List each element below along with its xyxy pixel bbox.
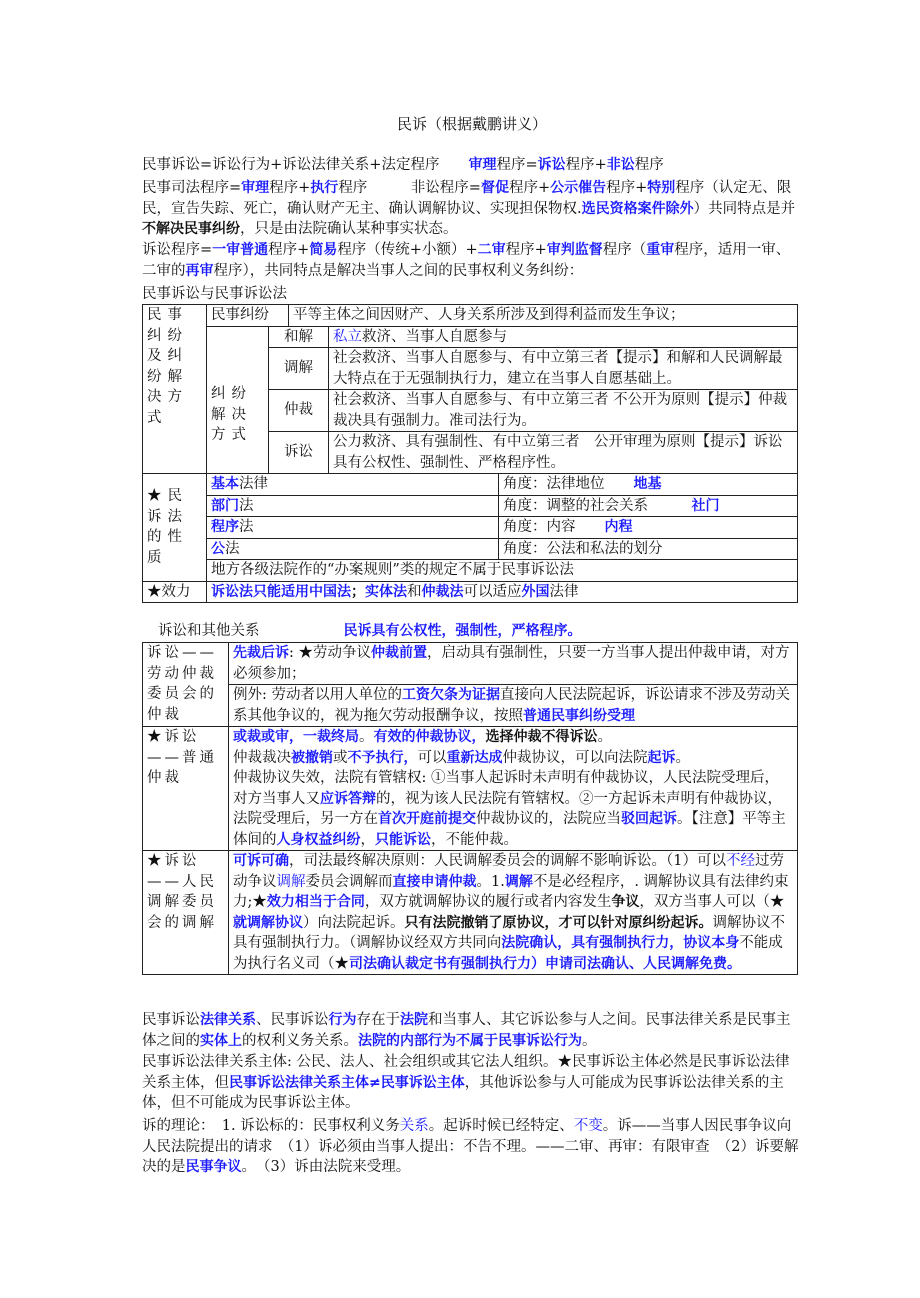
emphasis-text: 调解 [504,873,533,890]
table-row [143,727,798,851]
emphasis-text: 诉讼 [537,157,566,173]
text-run: : ★劳动争议 [289,645,371,661]
emphasis-text: 直接申请仲裁 [392,873,477,890]
text-run: ）向法院起诉。 [303,914,405,931]
method-name: 诉讼 [269,432,329,474]
emphasis-text: 实体上 [200,1032,242,1049]
emphasis-text: 特别 [647,180,676,196]
outro-paragraph-3 [142,1116,802,1178]
resolution-methods-label: 纠纷解决方式 [207,326,269,474]
method-description [329,432,798,474]
emphasis-text: 执行 [310,180,339,196]
outro-paragraph-2 [142,1052,802,1114]
text-run: 仲裁裁决 [233,749,291,766]
emphasis-text: 法院 [400,1012,428,1028]
nature-type: 程序法 [207,517,499,539]
text-run: 或 [333,749,348,766]
emphasis-text: 司法确认裁定书有强制执行力）申请司法确认、人民调解免费。 [349,955,741,972]
text-run: 程序 非讼程序= [338,180,481,196]
emphasis-text: 争议 [611,894,640,910]
table-row [143,851,798,975]
text-run: 程序+ [269,180,311,196]
table-row [143,581,798,603]
emphasis-text: 应诉答辩 [320,790,376,807]
nature-angle: 角度：调整的社会关系 社门 [499,495,798,517]
litigation-relations-table [142,642,798,975]
text-run: 民事诉讼 [142,1012,200,1028]
text-run: 程序），共同特点是解决当事人之间的民事权利义务纠纷： [213,262,584,279]
text-run: 社会救济、当事人自愿参与、有中立第三者【提示】和解和人民调解最大特点在于无强制执行力，建立在当事人自愿基础上。 [333,350,783,387]
text-run: 过劳动争议 [233,853,784,890]
section-heading-other-relations: 诉讼和其他关系 民诉具有公权性，强制性，严格程序。 [158,623,582,639]
emphasis-text: 普通民事纠纷受理 [523,707,635,724]
emphasis-text: 诉讼法只能适用中国法 [211,583,351,600]
text-run: ， [360,831,375,848]
emphasis-text: 私立 [333,328,362,345]
emphasis-text: 有效的仲裁协议， [373,729,486,745]
intro-paragraph-2 [142,178,802,240]
effect-description [207,581,798,603]
emphasis-text: 仲裁法 [421,583,464,600]
emphasis-text: 首次开庭前提交 [378,811,476,827]
emphasis-text: 选民资格案件除外 [581,200,694,217]
dispute-category-label: 民事纠纷及纠纷解决方式 [143,305,207,474]
text-run: 程序（ [602,242,647,258]
emphasis-text: 再审 [185,262,214,279]
text-run: 不是必经程序，. 调解协议具有法律约束力;★ [233,873,789,910]
nature-type: 公法 [207,538,499,560]
nature-angle: 角度：公法和私法的划分 [499,538,798,560]
text-run: 程序，适用一审、二审的 [142,242,791,279]
nature-note: 地方各级法院作的“办案规则”类的规定不属于民事诉讼法 [207,560,798,582]
table-row [143,517,798,539]
text-run: 。起诉时候已经特定、 [428,1118,574,1134]
text-run: 委员会调解而 [305,873,393,890]
table-row [143,643,798,685]
method-description [329,348,798,390]
emphasis-text: 督促 [480,180,509,196]
emphasis-text: 审理 [241,180,270,196]
outro-paragraph-1 [142,1010,802,1051]
intro-line-1 [142,155,802,176]
text-run: 直接向人民法院起诉，诉讼请求不涉及劳动关系其他争议的，视为拖欠劳动报酬争议，按照 [233,687,790,724]
text-run: ）共同特点是并 [693,200,796,217]
effect-label: ★效力 [143,581,207,603]
text-run: 的权利义务关系。 [242,1032,358,1049]
nature-label: ★民诉法的性质 [143,474,207,582]
text-run: 程序= [496,157,538,173]
text-run: 仲裁协议失效，法院有管辖权: ①当事人起诉时未声明有仲裁协议，人民法院受理后，对方当事人又 [233,770,779,807]
relation-content [229,851,798,975]
emphasis-text: 不予执行， [347,749,418,766]
text-run: 诉讼程序= [142,242,213,258]
emphasis-text: 起诉 [647,749,676,766]
text-run: 。 （3）诉由法院来受理。 [241,1159,411,1175]
text-run: 不能成为执行名义司（★ [233,935,783,972]
relation-label: ★诉讼——人民调解委员会的调解 [143,851,229,975]
text-run: ，其他诉讼参与人可能成为民事诉讼法律关系的主体，但不可能成为民事诉讼主体。 [142,1074,784,1111]
emphasis-text: 法院的内部行为不属于民事诉讼行为 [358,1032,582,1049]
emphasis-text: 仲裁前置 [371,645,427,661]
text-run: 社会救济、当事人自愿参与、有中立第三者 不公开为原则【提示】仲裁裁决具有强制力。准司法行为。 [333,392,788,429]
relation-content [229,685,798,727]
emphasis-text: 外国 [521,583,550,600]
nature-angle: 角度：法律地位 地基 [499,474,798,496]
text-run: 公力救济、具有强制性、有中立第三者 公开审理为原则【提示】诉讼具有公权性、强制性、严格程序性。 [333,434,783,471]
emphasis-text: 简易 [309,242,338,258]
intro-paragraph-3 [142,240,802,281]
text-run: 程序+ [508,180,551,196]
table-row [143,538,798,560]
emphasis-text: 行为 [328,1012,357,1028]
emphasis-text: 工资欠条为证据 [402,687,500,703]
emphasis-text: 可诉可确 [233,853,289,869]
emphasis-text: 驳回起诉 [621,811,677,827]
emphasis-text: 或裁或审，一裁终局 [233,729,359,745]
text-run: ，司法最终解决原则：人民调解委员会的调解不影响诉讼。（1）可以 [289,853,726,869]
text-run: 存在于 [356,1012,400,1028]
relation-content [229,643,798,685]
text-run: 调解协议不具有强制执行力。（调解协议经双方共同向 [233,914,785,951]
text-run: 的，视为该人民法院有管辖权。②一方起诉未声明有仲裁协议，法院受理后，另一方在 [233,790,782,827]
text-run: ，启动具有强制性，只要一方当事人提出仲裁申请，对方必须参加； [233,645,790,682]
text-run: 民事诉讼法律关系主体: 公民、法人、社会组织或其它法人组织。★民事诉讼主体必然是民事诉讼法律关系主体，但 [142,1054,790,1091]
text-run: 仲裁协议的，法院应当 [476,811,621,827]
text-run: 程序（传统+小额）+ [337,242,478,258]
text-run: 和当事人、其它诉讼参与人之间。民事法律关系是民事主体之间的 [142,1012,791,1049]
text-run: 程序+ [565,157,607,173]
text-run: 可以适应 [463,583,522,600]
text-run: 。1. [476,873,505,890]
text-run: 救济、当事人自愿参与 [362,328,507,345]
text-run: 。 [675,749,690,766]
table-row [143,474,798,496]
text-run: ，双方当事人可以（★ [639,894,785,910]
table-row [143,495,798,517]
table-row [143,685,798,727]
relation-label: 诉讼——劳动仲裁委员会的仲裁 [143,643,229,727]
text-run: 程序（认定无、限民，宣告失踪、死亡，确认财产无主、确认调解协议、实现担保物权. [142,180,792,217]
document-title: 民诉（根据戴鹏讲义） [396,115,547,133]
dispute-and-nature-table [142,304,798,603]
emphasis-text: 民事诉讼法律关系主体≠民事诉讼主体 [229,1074,465,1091]
emphasis-text: 民事争议 [185,1159,242,1175]
emphasis-text: 被撤销 [291,749,333,766]
table-row [143,326,798,348]
method-name: 仲裁 [269,390,329,432]
relation-content [229,727,798,851]
emphasis-text: 审判监督 [546,242,603,258]
text-run: 、民事诉讼 [256,1012,329,1028]
text-run: 程序+ [505,242,547,258]
dispute-label: 民事纠纷 [207,305,289,327]
emphasis-text: 只有法院撤销了原协议，才可以针对原纠纷起诉。 [404,914,713,931]
emphasis-text: 重新达成 [446,749,503,766]
emphasis-text: 一审普通 [212,242,269,258]
text-run: 民事诉讼=诉讼行为+诉讼法律关系+法定程序 [142,157,469,173]
table-row [143,560,798,582]
emphasis-text: 法院确认，具有强制执行力，协议本身 [501,935,740,951]
text-run: 。【注意】平等主体间的 [233,811,786,848]
emphasis-text: 公示催告 [550,180,607,196]
text-run: 例外: 劳动者以用人单位的 [233,687,402,703]
emphasis-text: 不变 [573,1118,603,1134]
text-run: 法律 [549,583,579,600]
nature-type: 部门法 [207,495,499,517]
emphasis-text: 只能诉讼 [375,831,431,848]
emphasis-text: 重审 [646,242,675,258]
emphasis-text: 二审 [477,242,506,258]
text-run: ，不能仲裁。 [431,831,518,848]
emphasis-text: 审理 [468,157,497,173]
section-heading-civil-procedure-law: 民事诉讼与民事诉讼法 [142,286,287,302]
text-run: 诉的理论： 1. 诉讼标的：民事权利义务 [142,1118,400,1134]
text-run: 程序+ [606,180,648,196]
emphasis-text: 实体法 [365,583,407,600]
table-row [143,305,798,327]
dispute-definition: 平等主体之间因财产、人身关系所涉及到得利益而发生争议； [289,305,798,327]
nature-angle: 角度：内容 内程 [499,517,798,539]
relation-label: ★诉讼——普通仲裁 [143,727,229,851]
text-run: 程序+ [268,242,310,258]
method-description [329,390,798,432]
text-run: 程序 [634,157,664,173]
emphasis-text: 先裁后诉 [233,645,289,661]
text-run: 。 [359,729,374,745]
method-name: 和解 [269,326,329,348]
text-run: ，只是由法院确认某种事实状态。 [240,221,458,237]
method-description [329,326,798,348]
text-run: ，双方就调解协议的履行或者内容发生 [364,894,612,910]
text-run: 和 [407,583,422,600]
text-run: 。 [582,1032,597,1049]
text-run: 。 [597,729,612,745]
nature-type: 基本法律 [207,474,499,496]
emphasis-text: 非讼 [606,157,635,173]
emphasis-text: 调解 [276,873,306,890]
text-run: 仲裁协议，可以向法院 [502,749,648,766]
emphasis-text: 不解决民事纠纷 [142,221,240,237]
emphasis-text: 选择仲裁不得诉讼 [485,729,598,745]
emphasis-text: 关系 [399,1118,429,1134]
emphasis-text: 效力相当于合同 [266,894,365,910]
text-run: 可以 [417,749,447,766]
text-run: 民事司法程序= [142,180,242,196]
text-run: 。诉——当事人因民事争议向人民法院提出的请求 （1）诉必须由当事人提出：不告不理。——二审、再审：有限审查 （2）诉要解决的是 [142,1118,799,1175]
emphasis-text: ； [351,583,365,600]
emphasis-text: 法律关系 [200,1012,256,1028]
method-name: 调解 [269,348,329,390]
emphasis-text: 人身权益纠纷 [276,831,361,848]
emphasis-text: 不经 [725,853,755,869]
emphasis-text: 就调解协议 [233,914,303,931]
